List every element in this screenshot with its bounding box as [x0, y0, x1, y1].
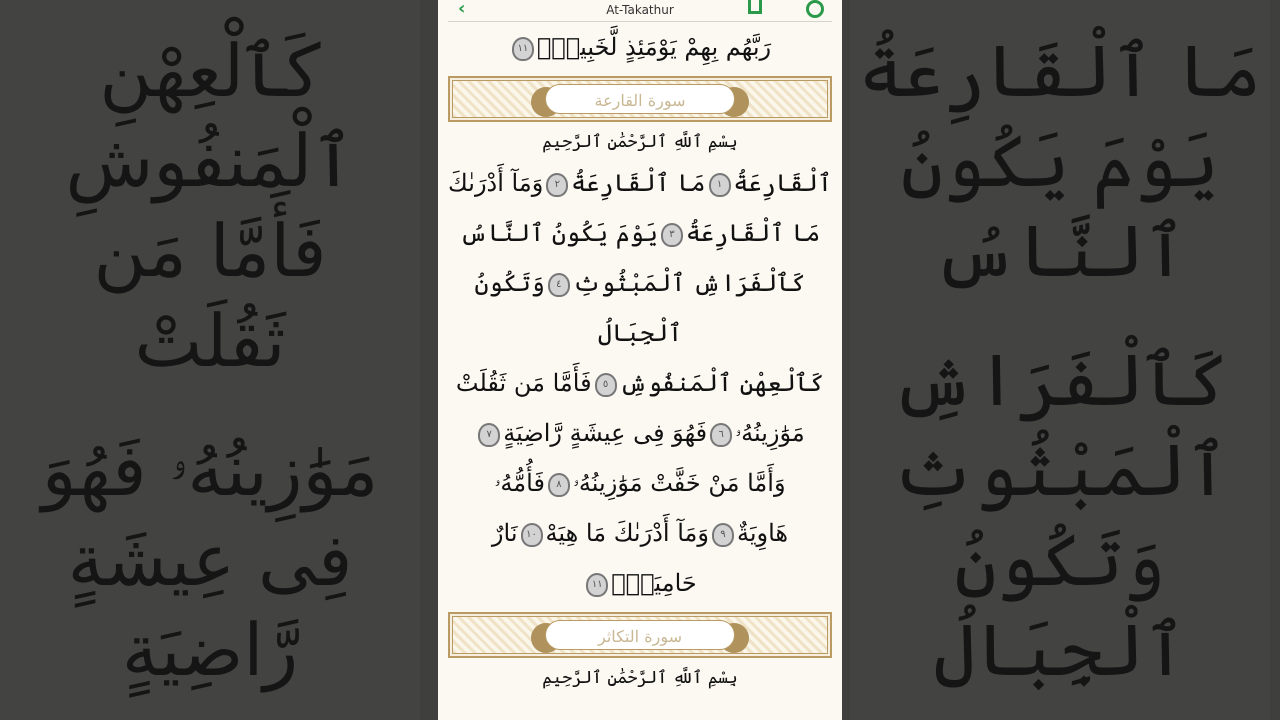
verse-line	[443, 508, 837, 558]
ayah-text: وَمَآ أَدْرَىٰكَ مَا هِيَهْ	[545, 519, 709, 547]
ayah-text: ٱلْقَارِعَةُ	[733, 169, 832, 197]
ayah-marker-icon: ٩	[712, 523, 734, 547]
previous-ayah	[443, 22, 837, 72]
surah-subtitle: At-Takathur	[606, 3, 674, 17]
ayah-marker-icon: ٥	[595, 373, 617, 397]
ayah-marker-icon: ٦	[710, 423, 732, 447]
back-chevron-icon[interactable]: ‹	[458, 0, 466, 19]
ayah-text: مَوَٰزِينُهُۥ	[735, 419, 805, 447]
background-text: مَا ٱلْقَارِعَةُ يَوْمَ يَكُونُ ٱلنَّاسُ	[858, 28, 1262, 293]
top-bar	[448, 0, 832, 22]
ayah-marker-icon: ١١	[586, 573, 608, 597]
quran-page	[438, 0, 842, 720]
ayah-marker-icon: ٨	[548, 473, 570, 497]
ayah-marker-icon: ٤	[548, 273, 570, 297]
ayah-text: مَا ٱلْقَارِعَةُ	[571, 169, 706, 197]
basmala: بِسْمِ ٱللَّهِ ٱلرَّحْمَٰنِ ٱلرَّحِيمِ	[542, 668, 738, 688]
ayah-text: وَأَمَّا مَنْ خَفَّتْ مَوَٰزِينُهُۥ	[572, 469, 786, 497]
ayah-marker-icon: ٢	[546, 173, 568, 197]
background-text: كَٱلْعِهْنِ ٱلْمَنفُوشِ فَأَمَّا مَن ثَقُلَتْ	[65, 28, 355, 383]
bookmark-icon[interactable]	[748, 0, 762, 14]
ayah-text: كَٱلْعِهْنِ ٱلْمَنفُوشِ	[619, 369, 825, 397]
surah-name: سورة التكاثر	[545, 620, 735, 650]
verse-line	[443, 408, 837, 458]
verses	[443, 158, 837, 608]
ayah-marker-icon: ٧	[478, 423, 500, 447]
verse-line	[443, 158, 837, 208]
ayah-text: كَٱلْفَرَاشِ ٱلْمَبْثُوثِ	[572, 269, 806, 297]
verse-line	[443, 558, 837, 608]
surah-header-frame	[448, 612, 832, 658]
verse-line	[443, 358, 837, 408]
menu-circle-icon[interactable]	[806, 0, 824, 18]
verse-line	[443, 458, 837, 508]
ayah-text: رَبَّهُم بِهِمْ يَوْمَئِذٍ لَّخَبِيرٌۢ	[536, 33, 772, 61]
ayah-text: فَهُوَ فِى عِيشَةٍ رَّاضِيَةٍ	[503, 419, 708, 447]
ayah-text: نَارٌ	[491, 519, 518, 547]
blurred-background-right	[850, 0, 1270, 720]
verse-line	[443, 208, 837, 258]
ayah-marker-icon: ٣	[661, 223, 683, 247]
verse-line	[443, 258, 837, 358]
ayah-text: وَمَآ أَدْرَىٰكَ	[448, 169, 544, 197]
blurred-background-left	[0, 0, 420, 720]
surah-header-frame	[448, 76, 832, 122]
ayah-marker-icon: ١	[709, 173, 731, 197]
ayah-text: فَأَمَّا مَن ثَقُلَتْ	[455, 369, 592, 397]
ayah-text: هَاوِيَةٌ	[736, 519, 789, 547]
basmala: بِسْمِ ٱللَّهِ ٱلرَّحْمَٰنِ ٱلرَّحِيمِ	[542, 132, 738, 152]
ayah-marker-icon: ١٠	[521, 523, 543, 547]
ayah-text: فَأُمُّهُۥ	[494, 469, 545, 497]
ayah-text: مَا ٱلْقَارِعَةُ	[685, 219, 821, 247]
background-text: مَوَٰزِينُهُۥ فَهُوَ فِى عِيشَةٍ رَّاضِيَةٍ	[41, 427, 379, 692]
ayah-text: يَوْمَ يَكُونُ ٱلنَّاسُ	[459, 219, 658, 247]
surah-name: سورة القارعة	[545, 84, 735, 114]
ayah-text: وَتَكُونُ ٱلْجِبَالُ	[474, 269, 683, 347]
ayah-text: حَامِيَةٌۢ	[611, 569, 697, 597]
ayah-marker-icon: ١١	[512, 37, 534, 61]
background-text: كَٱلْفَرَاشِ ٱلْمَبْثُوثِ وَتَكُونُ ٱلْجِبَالُ	[891, 337, 1229, 692]
